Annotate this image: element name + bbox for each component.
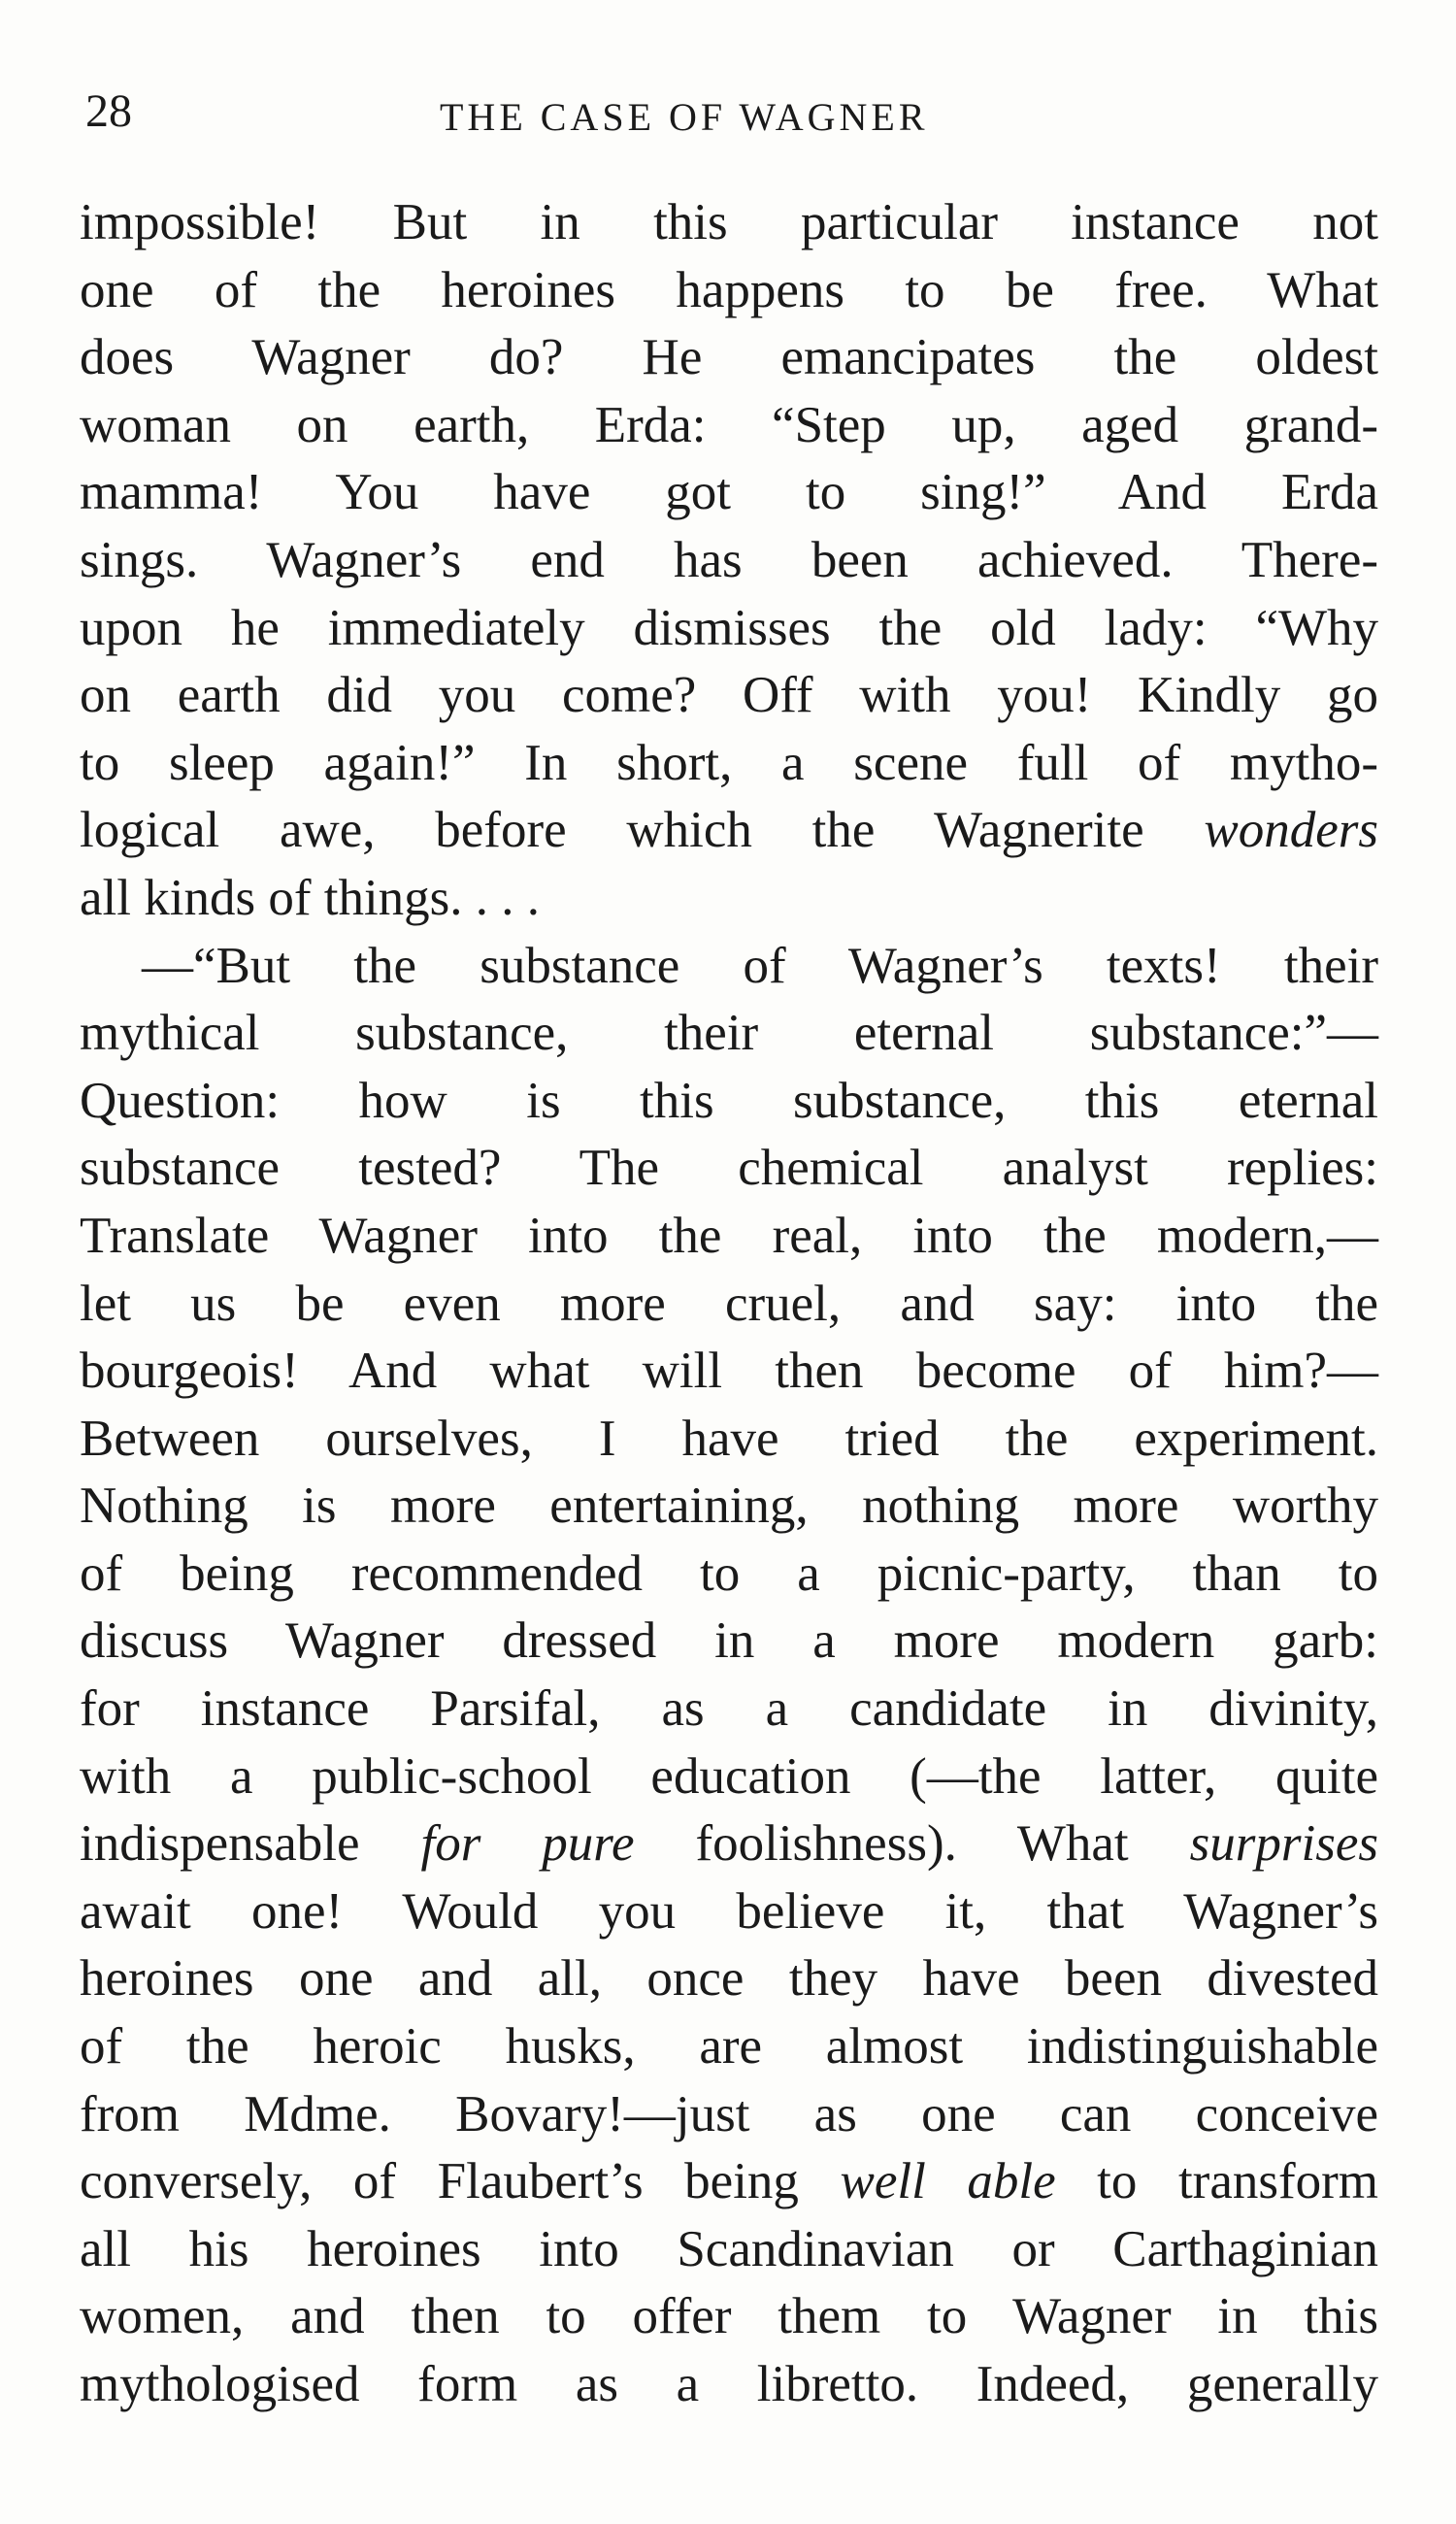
italic-text: surprises <box>1189 1815 1378 1873</box>
text-line <box>80 2081 1378 2149</box>
text-segment: heroines one and all, once they have been divested <box>80 1950 1378 2008</box>
text-segment: to sleep again!” In short, a scene full of mytho- <box>80 734 1378 791</box>
text-line <box>80 1676 1378 1744</box>
italic-text: well able <box>840 2153 1056 2210</box>
text-line <box>80 324 1378 392</box>
text-line <box>80 1744 1378 1811</box>
text-segment: Translate Wagner into the real, into the modern,— <box>80 1207 1378 1264</box>
text-segment: with a public-school education (—the latter, quite <box>80 1747 1378 1805</box>
text-segment: discuss Wagner dressed in a more modern garb: <box>80 1612 1378 1670</box>
text-segment: Nothing is more entertaining, nothing more worthy <box>80 1478 1378 1535</box>
text-segment: Between ourselves, I have tried the experiment. <box>80 1410 1378 1467</box>
text-segment: impossible! But in this particular instance not <box>80 194 1378 250</box>
text-segment: mythologised form as a libretto. Indeed, generally <box>80 2356 1378 2412</box>
page-header <box>85 78 1376 146</box>
text-line <box>80 1406 1378 1474</box>
text-line <box>80 797 1378 865</box>
text-line <box>80 1945 1378 2013</box>
text-segment: mamma! You have got to sing!” And Erda <box>80 464 1378 521</box>
text-line <box>80 662 1378 730</box>
text-segment: all his heroines into Scandinavian or Carthaginian <box>80 2220 1378 2277</box>
page-number: 28 <box>85 85 132 137</box>
running-head: THE CASE OF WAGNER <box>440 95 929 139</box>
text-segment: from Mdme. Bovary!—just as one can conceive <box>80 2085 1378 2142</box>
text-segment: one of the heroines happens to be free. What <box>80 261 1378 318</box>
text-segment: indispensable <box>80 1815 421 1873</box>
text-segment: foolishness). What <box>634 1815 1190 1873</box>
text-line <box>80 459 1378 527</box>
text-line <box>80 2351 1378 2419</box>
text-segment: on earth did you come? Off with you! Kindly go <box>80 667 1378 724</box>
italic-text: for pure <box>420 1815 635 1873</box>
text-line <box>80 2148 1378 2216</box>
text-segment: —“But the substance of Wagner’s texts! their <box>142 937 1378 994</box>
body-text <box>80 189 1378 2419</box>
text-line <box>80 1473 1378 1541</box>
text-segment: bourgeois! And what will then become of him?— <box>80 1343 1378 1400</box>
text-line <box>80 2013 1378 2081</box>
text-segment: upon he immediately dismisses the old lady: “Why <box>80 599 1378 656</box>
text-segment: of being recommended to a picnic-party, than to <box>80 1544 1378 1602</box>
text-line <box>80 257 1378 325</box>
text-line <box>80 730 1378 798</box>
text-line <box>80 1135 1378 1203</box>
text-line <box>80 1068 1378 1136</box>
text-line <box>80 1541 1378 1609</box>
text-segment: conversely, of Flaubert’s being <box>80 2153 841 2210</box>
text-line <box>80 527 1378 595</box>
text-line <box>80 2216 1378 2284</box>
text-segment: mythical substance, their eternal substance:”— <box>80 1005 1378 1062</box>
text-line <box>80 2283 1378 2351</box>
text-segment: women, and then to offer them to Wagner in this <box>80 2288 1378 2345</box>
text-line <box>80 189 1378 257</box>
text-segment: all kinds of things. . . . <box>80 869 541 926</box>
text-line <box>80 1878 1378 1946</box>
italic-text: wonders <box>1204 802 1378 859</box>
text-segment: let us be even more cruel, and say: into the <box>80 1275 1378 1332</box>
text-segment: sings. Wagner’s end has been achieved. There- <box>80 531 1378 588</box>
text-line <box>80 1810 1378 1878</box>
text-segment: await one! Would you believe it, that Wagner’s <box>80 1882 1378 1940</box>
text-line <box>80 1338 1378 1406</box>
text-line <box>80 595 1378 663</box>
text-line <box>80 865 1378 933</box>
text-segment: for instance Parsifal, as a candidate in divinity, <box>80 1680 1378 1738</box>
text-line <box>80 1000 1378 1068</box>
text-line <box>80 1608 1378 1676</box>
text-segment: woman on earth, Erda: “Step up, aged grand- <box>80 396 1378 453</box>
text-line <box>80 1203 1378 1271</box>
text-segment: does Wagner do? He emancipates the oldest <box>80 329 1378 386</box>
text-line <box>80 933 1378 1001</box>
text-segment: Question: how is this substance, this eternal <box>80 1072 1378 1129</box>
text-segment: to transform <box>1055 2153 1378 2210</box>
text-line <box>80 1271 1378 1339</box>
text-segment: logical awe, before which the Wagnerite <box>80 802 1205 859</box>
text-segment: of the heroic husks, are almost indistinguishable <box>80 2018 1378 2076</box>
text-line <box>80 392 1378 460</box>
text-segment: substance tested? The chemical analyst replies: <box>80 1140 1378 1197</box>
